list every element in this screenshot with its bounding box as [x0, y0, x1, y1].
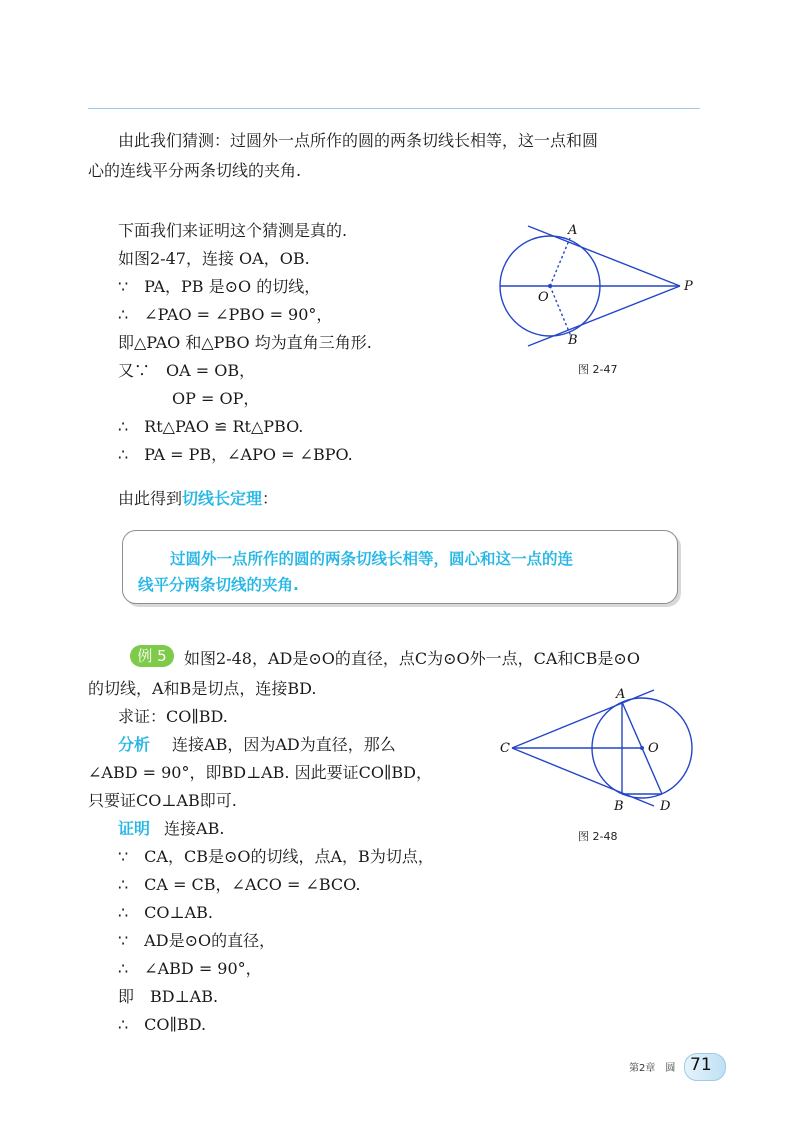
label-b: B [614, 799, 624, 814]
theorem-name: 切线长定理 [182, 489, 263, 508]
label-o: O [538, 290, 549, 305]
theorem-colon: ： [262, 489, 279, 508]
tangent-cb [512, 748, 654, 806]
proof-line: ∴ CO⊥AB. [118, 903, 213, 922]
paragraph-line: 心的连线平分两条切线的夹角. [88, 161, 302, 180]
paragraph-line: 由此我们猜测：过圆外一点所作的圆的两条切线长相等，这一点和圆 [118, 131, 599, 150]
proof-line: ∴ CA = CB，∠ACO = ∠BCO. [118, 875, 361, 894]
page-number: 71 [690, 1055, 712, 1075]
label-o: O [648, 741, 659, 756]
proof-line: ∴ CO∥BD. [118, 1015, 207, 1034]
prove-statement: 求证：CO∥BD. [118, 707, 228, 726]
analysis-line: ∠ABD = 90°，即BD⊥AB. 因此要证CO∥BD， [88, 763, 432, 782]
example-badge: 例 5 [130, 645, 174, 667]
top-rule [88, 108, 700, 109]
proof-line: 如图2-47，连接 OA，OB. [118, 249, 310, 268]
figure-caption: 图 2-47 [578, 363, 618, 376]
proof-line: OP = OP， [172, 389, 260, 408]
theorem-lead-line [118, 486, 278, 509]
proof-line: 又∵ OA = OB， [118, 361, 256, 380]
analysis-label: 分析 [118, 735, 151, 754]
proof-intro: 下面我们来证明这个猜测是真的. [118, 221, 348, 240]
proof-line: ∴ Rt△PAO ≌ Rt△PBO. [118, 417, 304, 436]
segment-oa [550, 238, 570, 286]
proof-line: ∴ ∠ABD = 90°， [118, 959, 262, 978]
label-a: A [568, 223, 578, 238]
proof-line: ∵ AD是⊙O的直径， [118, 931, 276, 950]
center-point [548, 284, 552, 288]
proof-line: ∵ CA，CB是⊙O的切线，点A，B为切点， [118, 847, 434, 866]
figure-caption: 图 2-48 [578, 830, 618, 843]
label-b: B [568, 333, 578, 348]
proof-line: 即△PAO 和△PBO 均为直角三角形. [118, 333, 372, 352]
proof-text: 连接AB. [164, 819, 225, 838]
label-c: C [500, 741, 510, 756]
proof-line: ∵ PA，PB 是⊙O 的切线， [118, 277, 321, 296]
footer-chapter: 第2章 圆 [629, 1063, 676, 1074]
tangent-pb [528, 286, 680, 346]
label-a: A [616, 687, 626, 702]
theorem-text: 过圆外一点所作的圆的两条切线长相等，圆心和这一点的连 [170, 550, 574, 568]
figure-2-47 [490, 218, 710, 348]
proof-line: 即 BD⊥AB. [118, 987, 219, 1006]
proof-line [118, 816, 224, 839]
segment-ob [550, 286, 570, 334]
label-d: D [660, 799, 671, 814]
proof-line: ∴ PA = PB，∠APO = ∠BPO. [118, 445, 353, 464]
label-p: P [684, 279, 693, 294]
tangent-ca [512, 690, 654, 748]
example-line: 如图2-48，AD是⊙O的直径，点C为⊙O外一点，CA和CB是⊙O [184, 649, 640, 668]
proof-label: 证明 [118, 819, 151, 838]
center-point [640, 746, 644, 750]
theorem-lead: 由此得到 [118, 489, 183, 508]
analysis-text: 连接AB，因为AD为直径，那么 [172, 735, 396, 754]
example-line: 的切线，A和B是切点，连接BD. [88, 679, 317, 698]
proof-line: ∴ ∠PAO = ∠PBO = 90°， [118, 305, 333, 324]
analysis-line [118, 732, 396, 755]
analysis-line: 只要证CO⊥AB即可. [88, 791, 237, 810]
figure-2-48 [496, 686, 706, 816]
theorem-text: 线平分两条切线的夹角. [138, 576, 299, 594]
tangent-pa [528, 226, 680, 286]
